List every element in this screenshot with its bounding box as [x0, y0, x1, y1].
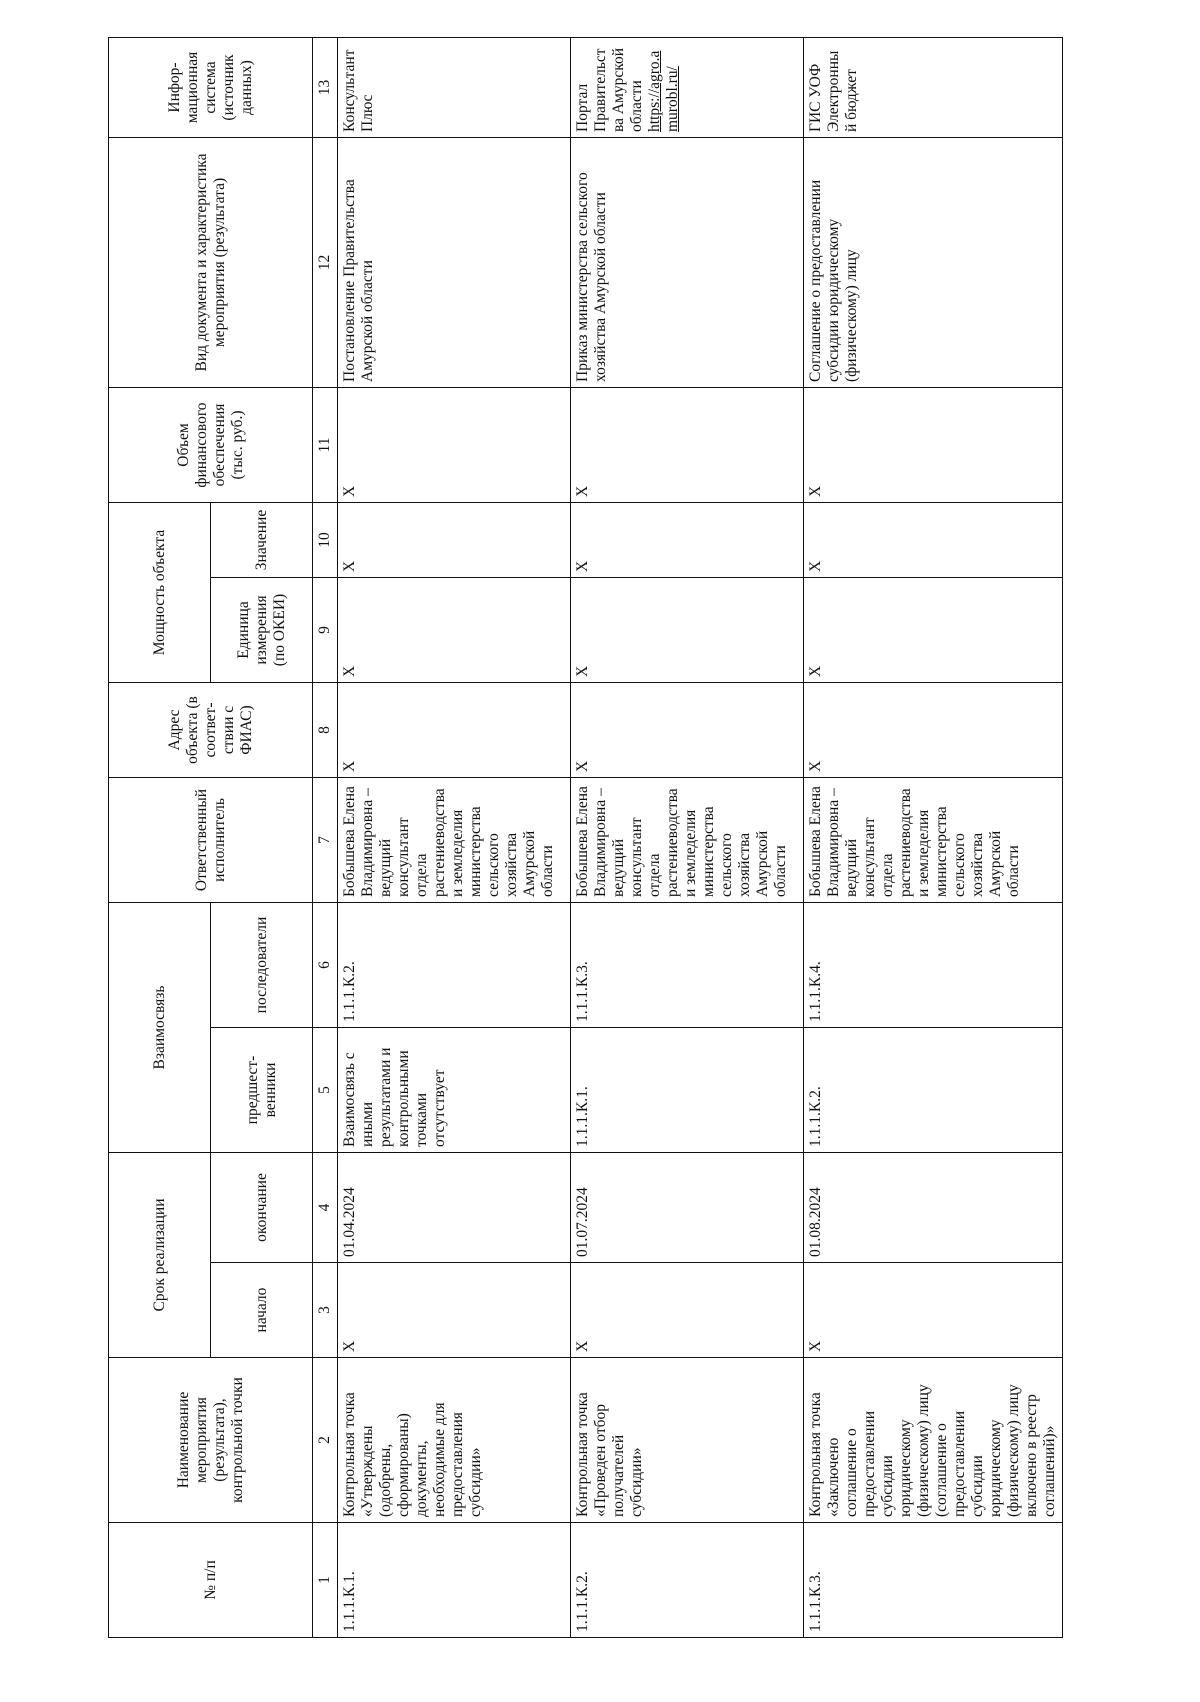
- row-address: X: [571, 683, 804, 778]
- control-points-table: [108, 37, 1063, 1638]
- row-num: 1.1.1.К.1.: [338, 1523, 571, 1638]
- header-num: № п/п: [109, 1523, 313, 1638]
- header-end: окончание: [211, 1153, 313, 1263]
- row-responsible: Бобышева Елена Владимировна – ведущий консультант отдела растениеводства и земледелия министерства сельского хозяйства Амурской области: [571, 778, 804, 903]
- row-finance: X: [804, 388, 1063, 503]
- row-successors: 1.1.1.К.3.: [571, 903, 804, 1028]
- header-unit: Единица измерения (по ОКЕИ): [211, 578, 313, 683]
- table-row: [338, 38, 571, 1638]
- row-document: Постановление Правительства Амурской области: [338, 138, 571, 388]
- row-unit: X: [338, 578, 571, 683]
- row-info-system: [571, 38, 804, 138]
- col-number: 10: [313, 503, 338, 578]
- col-number: 3: [313, 1263, 338, 1358]
- col-number: 4: [313, 1153, 338, 1263]
- header-period: Срок реализации: [109, 1153, 211, 1358]
- row-num: 1.1.1.К.3.: [804, 1523, 1063, 1638]
- col-number: 9: [313, 578, 338, 683]
- col-number: 7: [313, 778, 338, 903]
- row-predecessors: 1.1.1.К.1.: [571, 1028, 804, 1153]
- row-finance: X: [338, 388, 571, 503]
- row-start: X: [571, 1263, 804, 1358]
- row-document: Приказ министерства сельского хозяйства Амурской области: [571, 138, 804, 388]
- header-name: Наименование мероприятия (результата), контрольной точки: [109, 1358, 313, 1523]
- row-successors: 1.1.1.К.4.: [804, 903, 1063, 1028]
- row-responsible: Бобышева Елена Владимировна – ведущий консультант отдела растениеводства и земледелия министерства сельского хозяйства Амурской области: [338, 778, 571, 903]
- column-numbers-row: [313, 38, 338, 1638]
- header-info-system: Инфор-мационная система (источник данных): [109, 38, 313, 138]
- row-info-system: [804, 38, 1063, 138]
- row-start: X: [338, 1263, 571, 1358]
- header-value: Значение: [211, 503, 313, 578]
- row-unit: X: [571, 578, 804, 683]
- info-system-text: ГИС УОФ Электронный бюджет: [807, 50, 860, 132]
- table-row: [571, 38, 804, 1638]
- col-number: 5: [313, 1028, 338, 1153]
- row-start: X: [804, 1263, 1063, 1358]
- row-value: X: [338, 503, 571, 578]
- col-number: 1: [313, 1523, 338, 1638]
- row-num: 1.1.1.К.2.: [571, 1523, 804, 1638]
- row-name: Контрольная точка «Утверждены (одобрены, сформированы) документы, необходимые для предоставления субсидии»: [338, 1358, 571, 1523]
- row-finance: X: [571, 388, 804, 503]
- row-predecessors: 1.1.1.К.2.: [804, 1028, 1063, 1153]
- header-start: начало: [211, 1263, 313, 1358]
- col-number: 13: [313, 38, 338, 138]
- header-predecessors: предшест-венники: [211, 1028, 313, 1153]
- row-document: Соглашение о предоставлении субсидии юридическому (физическому) лицу: [804, 138, 1063, 388]
- col-number: 2: [313, 1358, 338, 1523]
- col-number: 12: [313, 138, 338, 388]
- rotated-page: [108, 38, 1068, 1638]
- header-successors: последователи: [211, 903, 313, 1028]
- table-row: [804, 38, 1063, 1638]
- col-number: 8: [313, 683, 338, 778]
- row-value: X: [804, 503, 1063, 578]
- row-successors: 1.1.1.К.2.: [338, 903, 571, 1028]
- row-info-system: [338, 38, 571, 138]
- info-system-text: Портал Правительства Амурской области: [574, 47, 645, 132]
- col-number: 11: [313, 388, 338, 503]
- row-unit: X: [804, 578, 1063, 683]
- row-name: Контрольная точка «Заключено соглашение о предоставлении субсидии юридическому (физическому) лицу (соглашение о предоставлении субсидии юридическому (физическому) лицу включено в реестр соглашений)»: [804, 1358, 1063, 1523]
- header-capacity: Мощность объекта: [109, 503, 211, 683]
- row-end: 01.08.2024: [804, 1153, 1063, 1263]
- row-end: 01.04.2024: [338, 1153, 571, 1263]
- row-address: X: [338, 683, 571, 778]
- row-end: 01.07.2024: [571, 1153, 804, 1263]
- header-row-1: [109, 38, 211, 1638]
- row-value: X: [571, 503, 804, 578]
- row-address: X: [804, 683, 1063, 778]
- header-relations: Взаимосвязь: [109, 903, 211, 1153]
- header-finance: Объем финансового обеспечения (тыс. руб.): [109, 388, 313, 503]
- portal-link[interactable]: https://agro.amurobl.ru/: [646, 50, 681, 132]
- header-document: Вид документа и характеристика мероприятия (результата): [109, 138, 313, 388]
- row-predecessors: Взаимосвязь с иными результатами и контрольными точками отсутствует: [338, 1028, 571, 1153]
- header-responsible: Ответственный исполнитель: [109, 778, 313, 903]
- info-system-text: Консультант Плюс: [341, 49, 376, 132]
- row-responsible: Бобышева Елена Владимировна – ведущий консультант отдела растениеводства и земледелия министерства сельского хозяйства Амурской области: [804, 778, 1063, 903]
- header-address: Адрес объекта (в соответ-ствии с ФИАС): [109, 683, 313, 778]
- row-name: Контрольная точка «Проведен отбор получателей субсидии»: [571, 1358, 804, 1523]
- col-number: 6: [313, 903, 338, 1028]
